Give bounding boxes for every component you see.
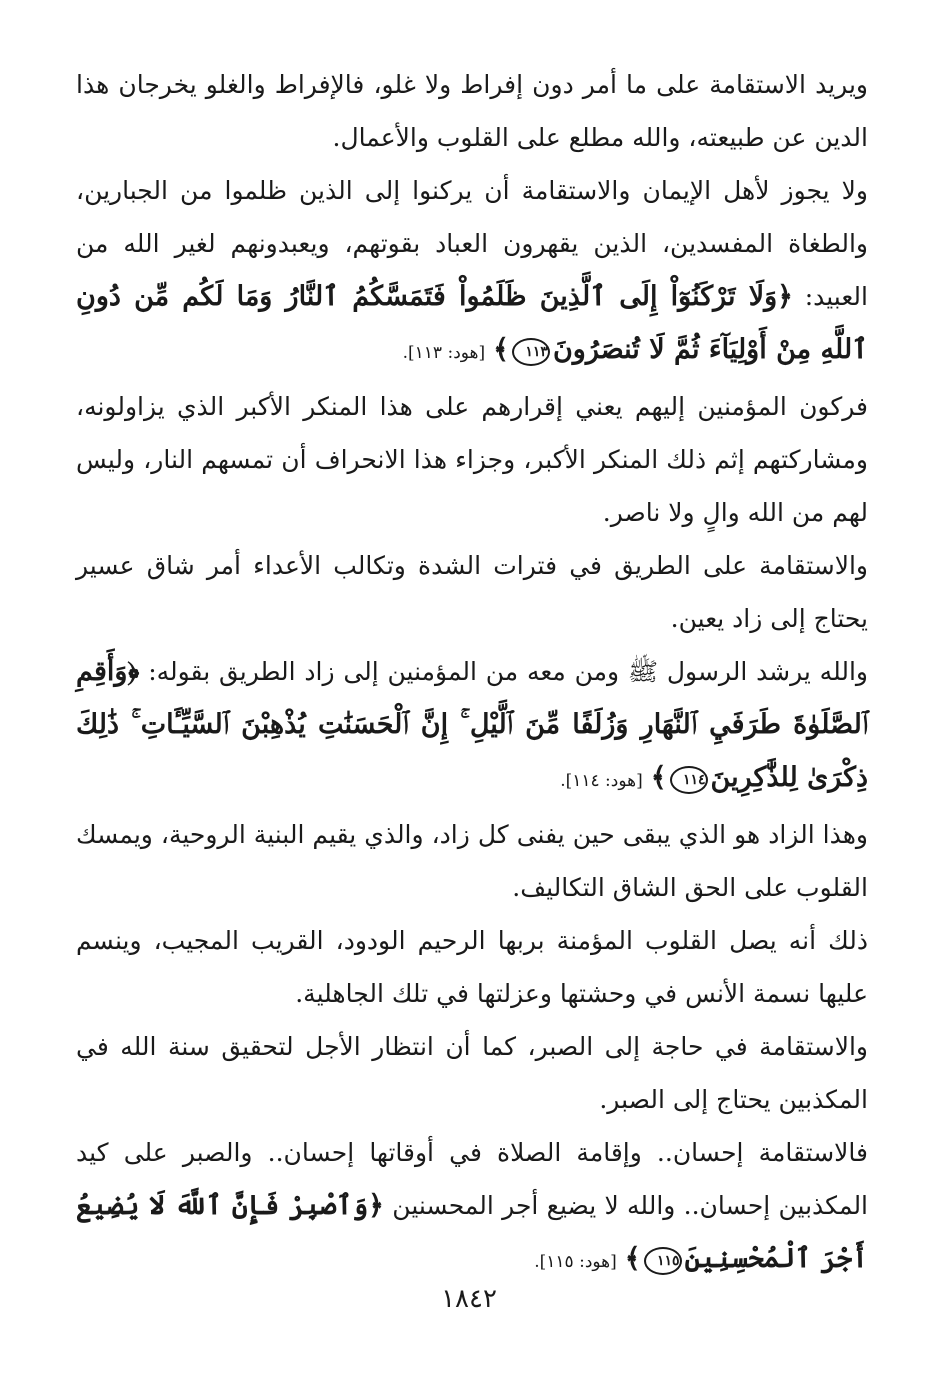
paragraph-7 xyxy=(76,914,868,1020)
paragraph-text: والاستقامة على الطريق في فترات الشدة وتكالب الأعداء أمر شاق عسير يحتاج إلى زاد يعين. xyxy=(76,551,868,633)
paragraph-1 xyxy=(76,58,868,164)
paragraph-text: وهذا الزاد هو الذي يبقى حين يفنى كل زاد، والذي يقيم البنية الروحية، ويمسك القلوب على الحق الشاق التكاليف. xyxy=(76,820,868,902)
quran-bracket-close: ﴾ xyxy=(650,762,667,793)
quran-verse: ﴿وَأَقِمِ ٱلصَّلَوٰةَ طَرَفَيِ ٱلنَّهَارِ وَزُلَفًا مِّنَ ٱلَّيْلِ ۚ إِنَّ ٱلْحَسَنَٰتِ يُذْهِبْنَ ٱلسَّيِّـَٔاتِ ۚ ذَٰلِكَ ذِكْرَىٰ لِلذَّٰكِرِينَ xyxy=(76,656,868,793)
quran-verse: ﴿وَلَا تَرْكَنُوٓاْ إِلَى ٱلَّذِينَ ظَلَمُواْ فَتَمَسَّكُمُ ٱلنَّارُ وَمَا لَكُم مِّن دُونِ ٱللَّهِ مِنْ أَوْلِيَآءَ ثُمَّ لَا تُنصَرُونَ xyxy=(76,281,868,365)
page-body xyxy=(76,58,868,1289)
paragraph-5 xyxy=(76,645,868,808)
quran-reference: [هود: ١١٣]. xyxy=(402,343,486,363)
paragraph-8 xyxy=(76,1020,868,1126)
paragraph-text: فركون المؤمنين إليهم يعني إقرارهم على هذا المنكر الأكبر الذي يزاولونه، ومشاركتهم إثم ذلك المنكر الأكبر، وجزاء هذا الانحراف أن تمسهم النار، وليس لهم من الله والٍ ولا ناصر. xyxy=(76,392,868,527)
paragraph-text: ولا يجوز لأهل الإيمان والاستقامة أن يركنوا إلى الذين ظلموا من الجبارين، والطغاة المفسدين، الذين يقهرون العباد بقوتهم، ويعبدونهم لغير الله من العبيد: xyxy=(76,176,868,311)
paragraph-text: فالاستقامة إحسان.. وإقامة الصلاة في أوقاتها إحسان.. والصبر على كيد المكذبين إحسان.. والله لا يضيع أجر المحسنين xyxy=(76,1138,869,1220)
ayah-number-marker: ١١٥ xyxy=(644,1247,682,1275)
quran-bracket-close: ﴾ xyxy=(624,1243,641,1274)
quran-reference: [هود: ١١٤]. xyxy=(560,771,643,791)
paragraph-text: ذلك أنه يصل القلوب المؤمنة بربها الرحيم الودود، القريب المجيب، وينسم عليها نسمة الأنس في وحشتها وعزلتها في تلك الجاهلية. xyxy=(76,926,868,1008)
quran-bracket-close: ﴾ xyxy=(493,334,509,365)
paragraph-text: والله يرشد الرسول ﷺ ومن معه من المؤمنين إلى زاد الطريق بقوله: xyxy=(148,657,868,686)
paragraph-text: ويريد الاستقامة على ما أمر دون إفراط ولا غلو، فالإفراط والغلو يخرجان هذا الدين عن طبيعته، والله مطلع على القلوب والأعمال. xyxy=(76,70,868,152)
quran-verse: ﴿وَٱصْبِرْ فَإِنَّ ٱللَّهَ لَا يُضِيعُ أَجْرَ ٱلْمُحْسِنِينَ xyxy=(76,1190,868,1274)
page-number: ١٨٤٢ xyxy=(441,1284,497,1314)
paragraph-4 xyxy=(76,539,868,645)
paragraph-text: والاستقامة في حاجة إلى الصبر، كما أن انتظار الأجل لتحقيق سنة الله في المكذبين يحتاج إلى الصبر. xyxy=(76,1032,868,1114)
paragraph-6 xyxy=(76,808,868,914)
ayah-number-marker: ١١٣ xyxy=(512,338,550,366)
paragraph-3 xyxy=(76,380,868,539)
ayah-number-marker: ١١٤ xyxy=(670,766,708,794)
quran-reference: [هود: ١١٥]. xyxy=(534,1252,617,1272)
paragraph-2 xyxy=(76,164,868,380)
paragraph-9 xyxy=(76,1126,868,1289)
